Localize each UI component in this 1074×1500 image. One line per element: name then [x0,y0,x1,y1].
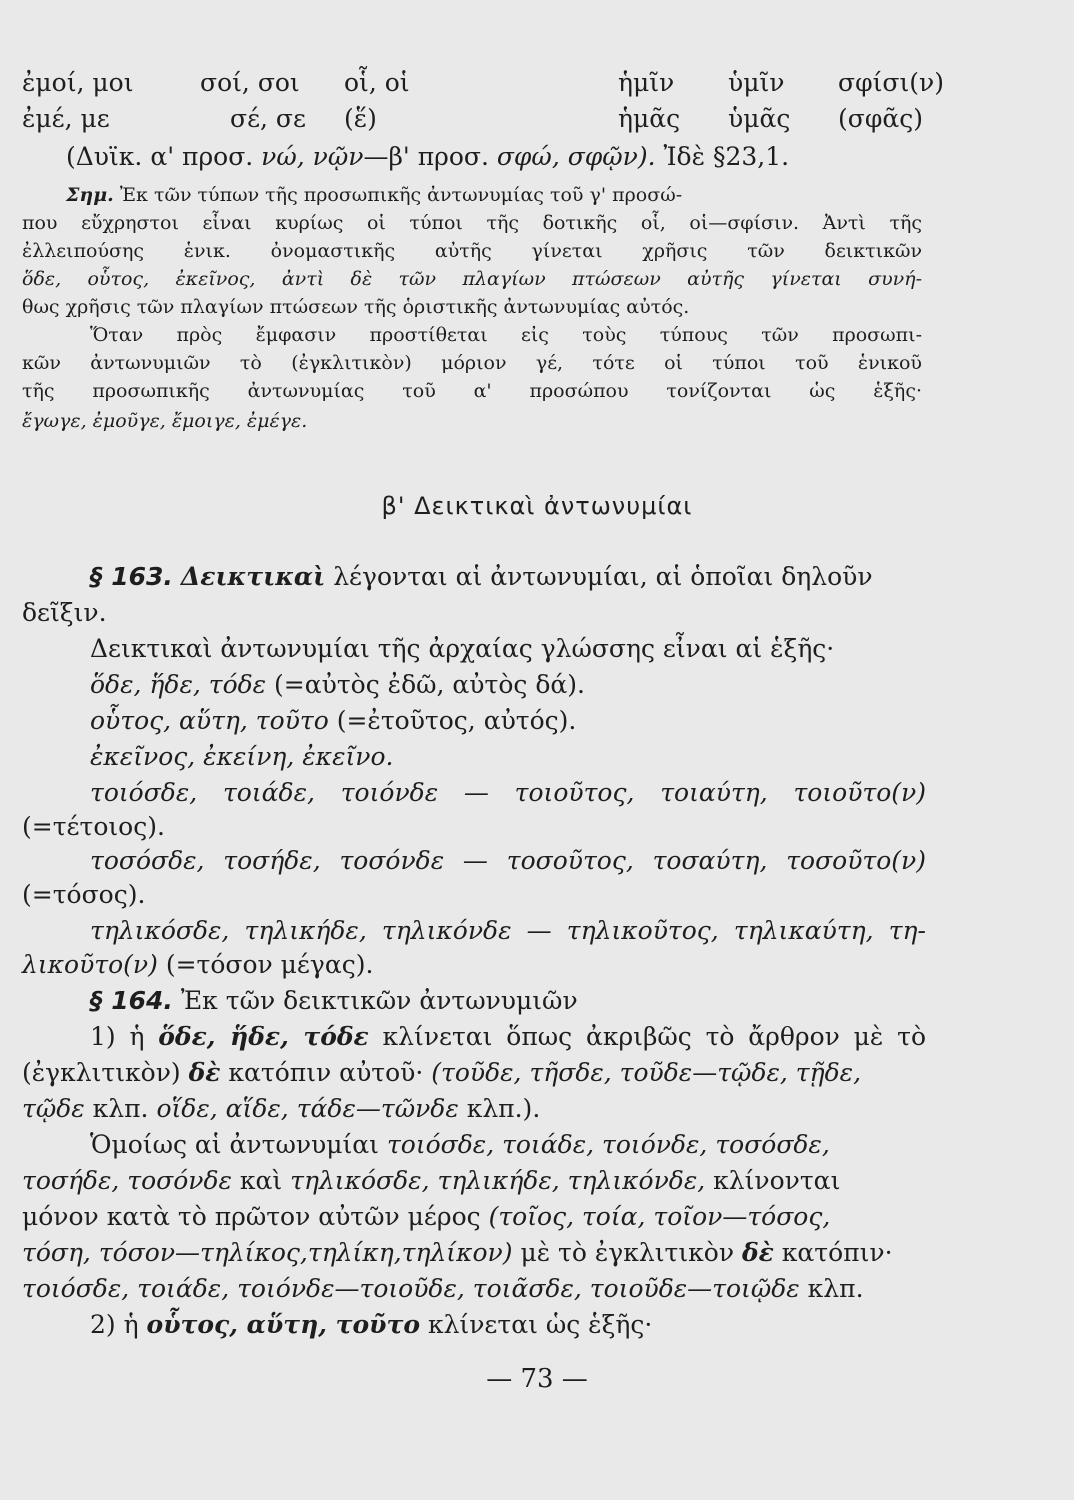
pronoun-row-dative [22,68,942,102]
paragraph-163-line: ἐκεῖνος, ἐκείνη, ἐκεῖνο. [90,742,394,771]
paragraph-text: κλίνονται [705,1166,841,1195]
paragraph-text: 2) ἡ [90,1310,147,1339]
paragraph-163-line: Δεικτικαὶ ἀντωνυμίαι τῆς ἀρχαίας γλώσσης εἶναι αἱ ἑξῆς· [90,634,835,663]
note-label: Σημ. [66,184,114,206]
defined-term: Δεικτικαὶ [180,562,326,591]
paragraph-164-line [22,1202,934,1231]
paragraph-164-line [90,1130,934,1159]
pronoun-forms: τόση, τόσον—τηλίκος,τηλίκη,τηλίκον) [22,1238,513,1267]
pronoun-forms: τοιόσδε, τοιάδε, τοιόνδε, τοσόσδε, [386,1130,830,1159]
paragraph-163-line [22,950,934,979]
paragraph-text: κλπ. [799,1274,864,1303]
paragraph-163-line [90,562,926,591]
paragraph-text: μόνον κατὰ τὸ πρῶτον αὐτῶν μέρος [22,1202,489,1231]
pronoun-cell: ὑμῖν [728,68,785,97]
paragraph-text: Ὁμοίως αἱ ἀντωνυμίαι [90,1130,387,1159]
pronoun-forms: τηλικόσδε, τηλικήδε, τηλικόνδε, [290,1166,706,1195]
note-line: ἔγωγε, ἐμοῦγε, ἔμοιγε, ἐμέγε. [22,410,308,432]
paragraph-text: κλπ. [84,1094,157,1123]
section-number: § 163. [90,562,173,591]
paragraph-text: κλπ.). [458,1094,541,1123]
pronoun-cell: οἷ, οἱ [344,68,410,97]
paragraph-163-line [90,670,934,699]
paragraph-text: κατόπιν αὐτοῦ· [220,1058,432,1087]
note-line: θως χρῆσις τῶν πλαγίων πτώσεων τῆς ὁριστικῆς ἀντωνυμίας αὐτός. [22,296,690,318]
note-line: ἐλλειπούσης ἑνικ. ὀνομαστικῆς αὐτῆς γίνεται χρῆσις τῶν δεικτικῶν [22,240,922,262]
pronoun-forms: οὗτος, αὕτη, τοῦτο [146,1310,421,1339]
pronoun-forms: τοσήδε, τοσόνδε [22,1166,232,1195]
paragraph-163-line: τοσόσδε, τοσήδε, τοσόνδε — τοσοῦτος, τοσαύτη, τοσοῦτο(ν) [90,846,926,875]
note-text: Ἐκ τῶν τύπων τῆς προσωπικῆς ἀντωνυμίας τοῦ γ' προσώ- [113,184,683,206]
note-line: τῆς προσωπικῆς ἀντωνυμίας τοῦ α' προσώπου τονίζονται ὡς ἑξῆς· [22,380,922,402]
dual-note-forms: νώ, νῷν [261,142,364,171]
pronoun-row-accusative [22,104,942,138]
pronoun-cell: σφίσι(ν) [838,68,944,97]
paragraph-text: Ἐκ τῶν δεικτικῶν ἀντωνυμιῶν [172,986,578,1015]
pronoun-cell: (ἕ) [344,104,377,133]
pronoun-cell: ἡμῖν [618,68,675,97]
note-line: ὅδε, οὗτος, ἐκεῖνος, ἀντὶ δὲ τῶν πλαγίων πτώσεων αὐτῆς γίνεται συνή- [22,268,922,290]
pronoun-forms: οἵδε, αἵδε, τάδε—τῶνδε [156,1094,459,1123]
paragraph-text: κλίνεται ὡς ἑξῆς· [420,1310,653,1339]
paragraph-164-line [22,1274,934,1303]
dual-note-forms: σφώ, σφῷν). [496,142,656,171]
paragraph-164-line [90,1310,934,1339]
pronoun-cell: σέ, σε [230,104,306,133]
paragraph-164-line [22,1094,934,1123]
pronoun-forms: λικοῦτο(ν) [22,950,158,979]
paragraph-163-line [90,706,934,735]
paragraph-163-line: (=τέτοιος). [22,812,165,841]
dual-note-reference: Ἰδὲ §23,1. [655,142,790,171]
paragraph-164-line [22,1238,934,1267]
pronoun-cell: σοί, σοι [200,68,300,97]
pronoun-forms: ὅδε, ἥδε, τόδε [158,1022,369,1051]
note-line: που εὔχρηστοι εἶναι κυρίως οἱ τύποι τῆς δοτικῆς οἷ, οἱ—σφίσιν. Ἀντὶ τῆς [22,212,922,234]
paragraph-text: κατόπιν· [773,1238,893,1267]
note-line: Ὅταν πρὸς ἔμφασιν προστίθεται εἰς τοὺς τύπους τῶν προσωπι- [90,324,922,346]
note-line [66,184,922,206]
section-number: § 164. [90,986,173,1015]
paragraph-text: 1) ἡ [90,1022,159,1051]
paragraph-164-line [22,1058,934,1087]
paragraph-163-line: τηλικόσδε, τηλικήδε, τηλικόνδε — τηλικοῦτος, τηλικαύτη, τη- [90,916,926,945]
paragraph-164-line [90,1022,926,1051]
paragraph-text: λέγονται αἱ ἀντωνυμίαι, αἱ ὁποῖαι δηλοῦν [325,562,873,591]
paragraph-text: (ἐγκλιτικὸν) [22,1058,189,1087]
dual-note-text: —β' προσ. [363,142,497,171]
pronoun-cell: ἡμᾶς [618,104,681,133]
section-heading: β' Δεικτικαὶ ἀντωνυμίαι [381,492,693,520]
paragraph-text: μὲ τὸ ἐγκλιτικὸν [512,1238,742,1267]
pronoun-cell: ἐμέ, με [22,104,110,133]
pronoun-cell: (σφᾶς) [838,104,923,133]
pronoun-cell: ἐμοί, μοι [22,68,134,97]
dual-note [66,142,934,171]
dual-note-text: (Δυϊκ. α' προσ. [66,142,262,171]
particle: δὲ [188,1058,221,1087]
page-number: — 73 — [486,1364,588,1394]
paragraph-163-line: τοιόσδε, τοιάδε, τοιόνδε — τοιοῦτος, τοιαύτη, τοιοῦτο(ν) [90,778,926,807]
particle: δὲ [741,1238,774,1267]
paragraph-164-line [90,986,934,1015]
pronoun-forms: τοιόσδε, τοιάδε, τοιόνδε—τοιοῦδε, τοιᾶσδε, τοιοῦδε—τοιῷδε [22,1274,800,1303]
pronoun-cell: ὑμᾶς [728,104,791,133]
pronoun-forms: (τοῖος, τοία, τοῖον—τόσος, [488,1202,831,1231]
paragraph-text: (=τόσον μέγας). [157,950,374,979]
pronoun-forms: οὗτος, αὕτη, τοῦτο [90,706,329,735]
paragraph-text: καὶ [231,1166,291,1195]
paragraph-text: (=αὐτὸς ἐδῶ, αὐτὸς δά). [266,670,585,699]
paragraph-163-line: δεῖξιν. [22,598,107,627]
paragraph-text: κλίνεται ὅπως ἀκριβῶς τὸ ἄρθρον μὲ τὸ [368,1022,927,1051]
pronoun-forms: ὅδε, ἥδε, τόδε [90,670,267,699]
note-line: κῶν ἀντωνυμιῶν τὸ (ἐγκλιτικὸν) μόριον γέ, τότε οἱ τύποι τοῦ ἑνικοῦ [22,352,922,374]
paragraph-text: (=ἐτοῦτος, αὐτός). [328,706,577,735]
pronoun-forms: (τοῦδε, τῆσδε, τοῦδε—τῷδε, τῇδε, [431,1058,862,1087]
paragraph-164-line [22,1166,934,1195]
pronoun-forms: τῷδε [22,1094,85,1123]
paragraph-163-line: (=τόσος). [22,880,146,909]
